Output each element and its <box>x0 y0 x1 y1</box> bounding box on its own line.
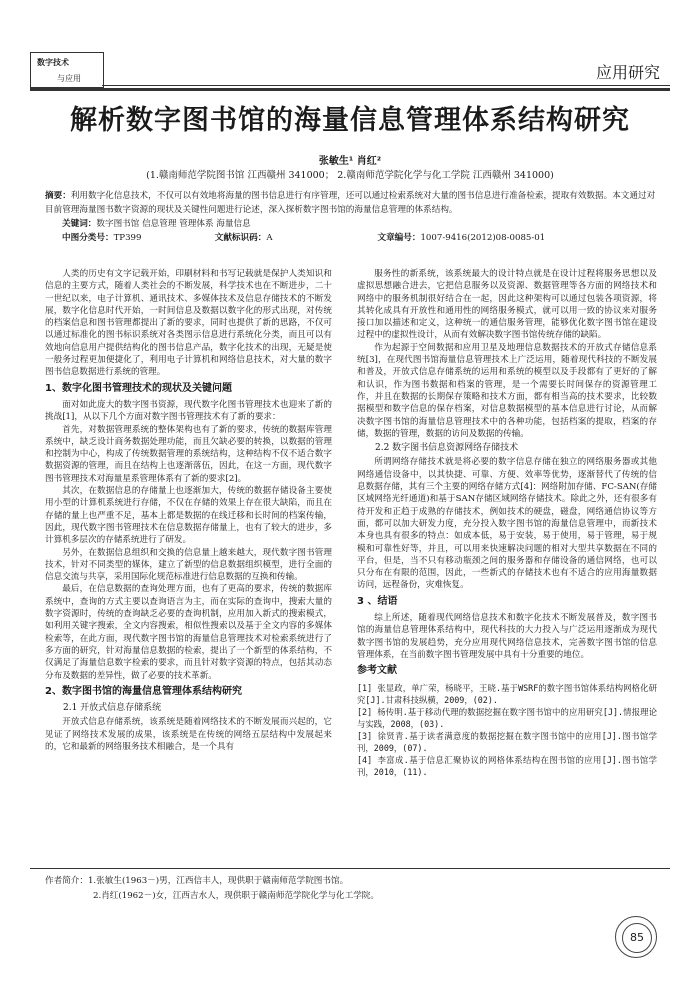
references-title: 参考文献 <box>357 665 397 677</box>
section-tag: 应用研究 <box>595 63 660 82</box>
journal-name-line2: 与应用 <box>57 74 81 83</box>
footnote-line-2: 2.肖红(1962－)女，江西吉水人，现供职于赣南师范学院化学与化工学院。 <box>93 891 379 901</box>
paragraph: 其次，在数据信息的存储量上也逐渐加大，传统的数据存储设备主要使用小型的计算机系统进行存储，不仅在存储的效果上存在很大缺陷，而且在存储的量上也严重不足，基本上都是数据的在线迁移和长时间的档案传输，因此，现代数字图书管理技术在信息数据存储量上，也有了较大的进步，多计算机多层次的存储系统进行了研发。 <box>45 486 332 546</box>
section-heading-3: 3 、结语 <box>357 595 398 607</box>
header-rule-thick <box>30 88 670 91</box>
section-heading-1: 1、数字化图书管理技术的现状及关键问题 <box>45 382 232 394</box>
paragraph: 作为起源于空间数据和应用卫星及地理信息数据技术的开放式存储信息系统[3]，在现代图书馆海量信息管理技术上广泛运用，随着现代科技的不断发展和普及，开放式信息存储系统的运用和系统的模型以及手段都有了更好的了解和认识，作为图书数据和档案的管理，是一个需要长时间保存的资源管理工作，并且在数据的长期保存策略和技术方面，都有相当高的技术要求，比较数据模型和数字信息的保存档案，对信息数据模型的基本信息进行讨论，从而解决数字图书馆的海量信息管理技术中的各种功能，包括档案的提取，档案的存储，数据的管理，数据的访问及数据的传输。 <box>357 342 657 439</box>
art-value: 1007-9416(2012)08-0085-01 <box>420 233 546 243</box>
page-number: 85 <box>622 923 652 953</box>
paragraph: 开放式信息存储系统，该系统是随着网络技术的不断发展而兴起的，它见证了网络技术发展的成果，该系统是在传统的网络五层结构中发展起来的，它和最新的网络服务技术相融合，是一个具有 <box>45 717 332 752</box>
page-number-seal <box>615 916 657 958</box>
clc-label: 中图分类号： <box>62 233 114 243</box>
abstract-text: 利用数字化信息技术，不仅可以有效地将海量的图书信息进行有序管理，还可以通过检索系统对大量的图书信息进行准备检索，提取有效数据。本文通过对目前管理海量图书数字资源的现状及关键性问题进行论述，深入探析数字图书馆的海量信息管理的体系结构。 <box>45 191 656 215</box>
header-rule <box>102 85 670 86</box>
paragraph: 综上所述，随着现代网络信息技术和数字化技术不断发展普及，数字图书馆的海量信息管理体系结构中，现代科技的大力投入与广泛运用逐渐成为现代数字图书馆的发展趋势，充分应用现代网络信息技术，完善数字图书馆的信息管理体系，在当前数字图书管理发展中具有十分重要的地位。 <box>357 613 657 660</box>
subsection-heading-2-1: 2.1 开放式信息存储系统 <box>63 703 162 714</box>
paragraph: 面对如此庞大的数字图书资源，现代数字化图书管理技术也迎来了新的挑战[1]，从以下几个方面对数字图书管理技术有了新的要求： <box>45 399 332 423</box>
reference-item: [2] 杨传明.基于移动代理的数据挖掘在数字图书馆中的应用研究[J].情报理论与实践，2008，(03). <box>357 706 657 729</box>
journal-logo <box>30 52 104 88</box>
doc-label: 文献标识码： <box>214 233 267 243</box>
paragraph: 人类的历史有文字记载开始，印刷材料和书写记载就是保护人类知识和信息的主要方式，随着人类社会的不断发展，科学技术也在不断进步，二十一世纪以来，电子计算机、通讯技术、多媒体技术及信息存储技术的不断发展，数字化信息时代开始，一时间信息及数据以数字化的形式出现，对传统的档案信息和图书管理都提出了新的要求，同时也提供了新的思路，不仅可以通过标准化的图书标识系统对各类图示信息进行系统化分类，而且可以有效地向信息用户提供结构化的图书信息产品，数字化技术的出现，无疑是使一般务过程更加便捷化了，利用电子计算机和网络信息技术，对大量的数字图书信息数据进行系统的管理。 <box>45 269 332 378</box>
paragraph: 最后，在信息数据的查询处理方面，也有了更高的要求，传统的数据库系统中，查询的方式主要以查询语言为主，而在实际的查询中，搜索大量的数字资源时，传统的查询缺乏必要的查询机制，应用加入新式的搜索模式，如利用关键字搜索，全文内容搜索，相似性搜索以及基于全文内容的多媒体检索等，在此方面，现代数字图书馆的海量信息管理技术对检索系统进行了多方面的研究，针对海量信息数据的检索，提出了一个新型的体系结构，不仅满足了海量信息数字检索的要求，而且针对数字资源的特点，包括其动态分布及数据的差异性，做了必要的技术革新。 <box>45 584 332 681</box>
paragraph: 服务性的新系统，该系统最大的设计特点就是在设计过程将服务思想以及虚拟思想融合进去，它把信息服务以及资源、数据管理等各方面的网络技术和网络中的服务机制很好结合在一起，因此这种架构可以通过包装各项资源，将其转化成具有开放性和通用性的网络服务模式，就可以用一致的协议来对服务接口加以描述和定义，这种统一的通信服务管理，能够优化数字图书馆在建设过程中的虚拟性设计，从而有效解决数字图书馆传统存储的缺陷。 <box>357 269 657 341</box>
abstract-label: 摘要： <box>45 191 71 201</box>
reference-item: [3] 徐贤青.基于读者满意度的数据挖掘在数字图书馆中的应用[J].图书馆学刊，2009，(07). <box>357 730 657 753</box>
doc-value: A <box>266 233 273 243</box>
right-column <box>357 268 657 778</box>
reference-item: [4] 李富成.基于信息汇聚协议的网格体系结构在图书馆的应用[J].图书馆学刊，2010，(11). <box>357 754 657 777</box>
paragraph: 另外，在数据信息组织和交换的信息量上越来越大，现代数字图书管理技术，针对不同类型的媒体，建立了新型的信息数据组织模型，进行全面的信息交流与共享，采用国际化规范标准进行信息数据的互换和传输。 <box>45 547 332 583</box>
paragraph: 所谓网络存储技术就是将必要的数字信息存储在独立的网络服务器或其他网络通信设备中，以其快捷、可靠、方便、效率等优势，逐渐替代了传统的信息数据存储，其有三个主要的网络存储方式[4]：网络附加存储、FC-SAN(存储区域网络光纤通道)和基于SAN存储区域网络存储技术。除此之外，还有很多有待开发和正趋于成熟的存储技术，例如技术的硬盘，磁盘，网络通信协议等方面，都可以加大研发力度，充分投入数字图书馆的海量信息管理中，而新技术本身也具有很多的特点：如成本低，易于安装，易于使用，易于管理，易于规模和可靠性好等，并且，可以用来快速解决问题的相对大型共享数据在不同的平台，但是，当不只有移动瓶颈之间的服务器和存储设备的通信网络，也可以只分布在有限的范围，因此，一些新式的存储技术也有不适合的应用海量数据访问，远程备份，灾难恢复。 <box>357 457 657 591</box>
journal-name-line1: 数字技术 <box>37 58 69 67</box>
clc-value: TP399 <box>113 233 142 243</box>
affiliation: (1.赣南师范学院图书馆 江西赣州 341000； 2.赣南师范学院化学与化工学院 江西赣州 341000) <box>146 170 554 181</box>
authors: 张敏生¹ 肖红² <box>318 156 382 167</box>
keywords-text: 数字图书馆 信息管理 管理体系 海量信息 <box>96 219 251 229</box>
left-column <box>45 268 332 753</box>
paper-title: 解析数字图书馆的海量信息管理体系结构研究 <box>70 105 630 136</box>
footnote-line-1: 作者简介：1.张敏生(1963－)男，江西信丰人，现供职于赣南师范学院图书馆。 <box>45 876 349 886</box>
section-heading-2: 2、数字图书馆的海量信息管理体系结构研究 <box>45 685 242 697</box>
subsection-heading-2-2: 2.2 数字图书信息资源网络存储技术 <box>375 443 519 454</box>
classification <box>62 231 662 243</box>
reference-item: [1] 张显政，单广荣，杨晓平，王晓.基于WSRF的数字图书馆体系结构网格化研究[J].甘肃科技纵横，2009，(02). <box>357 682 657 705</box>
abstract <box>45 190 657 217</box>
keywords <box>62 217 251 229</box>
paragraph: 首先，对数据管理系统的整体架构也有了新的要求，传统的数据库管理系统中，缺乏设计商务数据处理功能，而且欠缺必要的转换，以数据的管理和控制为中心，构成了传统数据管理的系统结构，这种结构不仅不适合数字数据资源的管理，而且在结构上也逐渐落伍，因此，在这一方面，现代数字图书管理技术对海量星系管理体系有了新的要求[2]。 <box>45 424 332 484</box>
art-label: 文章编号： <box>377 233 421 243</box>
keywords-label: 关键词： <box>62 219 97 229</box>
footnote-rule <box>30 868 670 869</box>
